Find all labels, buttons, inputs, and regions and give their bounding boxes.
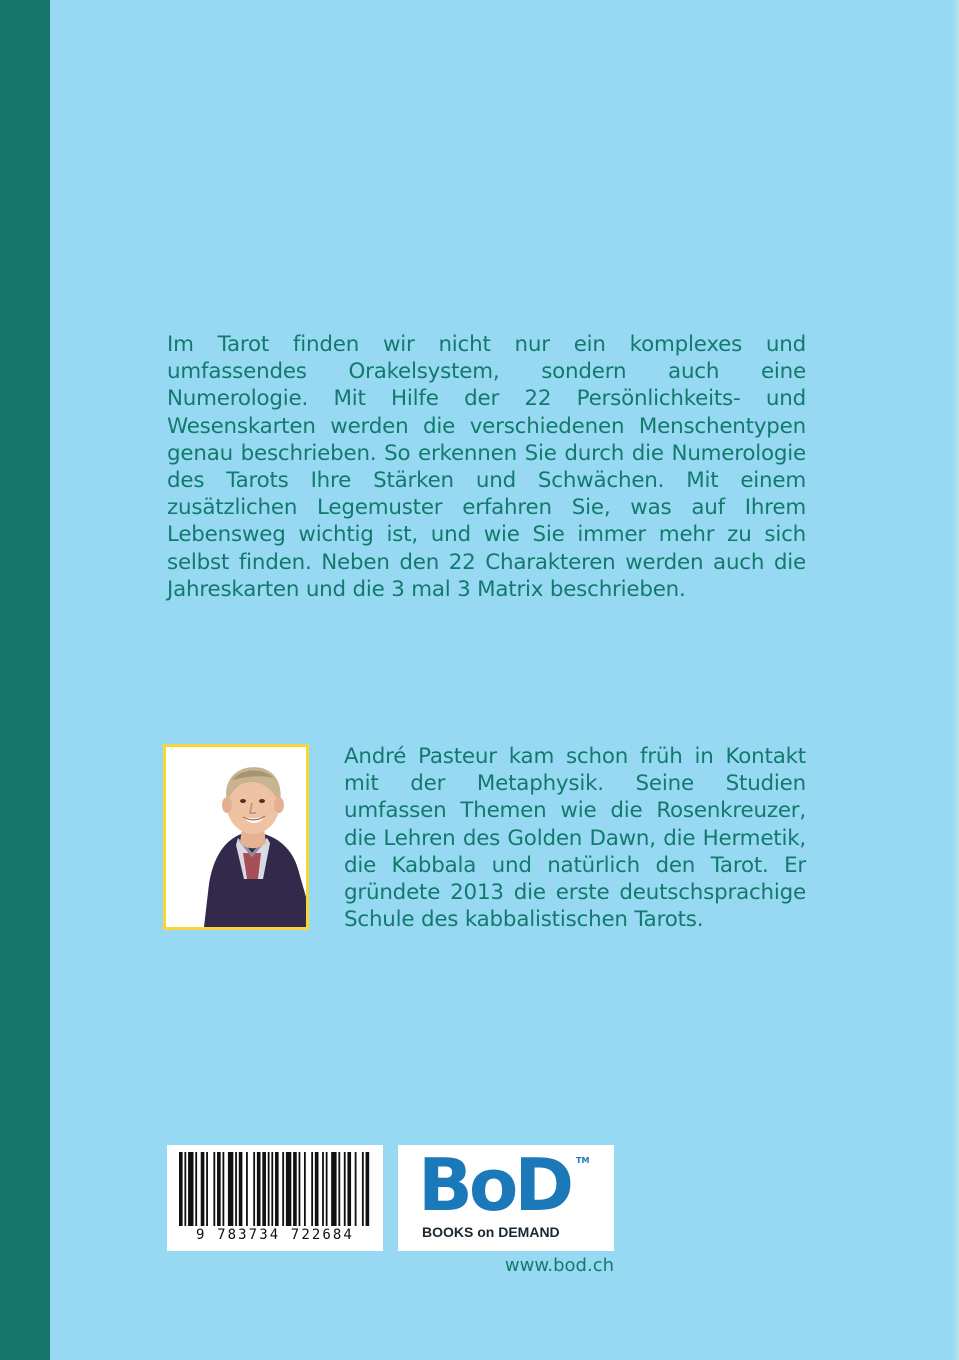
barcode-bar: [246, 1152, 248, 1226]
author-photo: [163, 744, 309, 930]
barcode-bar: [304, 1152, 306, 1226]
barcode-icon: [179, 1152, 371, 1226]
publisher-website: www.bod.ch: [504, 1255, 614, 1276]
barcode-bar: [228, 1152, 233, 1226]
barcode-bar: [315, 1152, 319, 1226]
publisher-mark: BoD: [418, 1143, 571, 1227]
portrait-icon: [166, 747, 306, 927]
barcode-bar: [362, 1152, 364, 1226]
barcode-bar: [206, 1152, 208, 1226]
isbn-barcode: [167, 1145, 383, 1251]
barcode-bar: [286, 1152, 291, 1226]
spine-stripe: [0, 0, 50, 1360]
barcode-bar: [184, 1152, 186, 1226]
barcode-bar: [366, 1152, 370, 1226]
barcode-bar: [355, 1152, 357, 1226]
barcode-bar: [338, 1152, 340, 1226]
barcode-bar: [344, 1152, 346, 1226]
publisher-logo: [398, 1145, 614, 1251]
isbn-number: 9 783734 722684: [196, 1227, 354, 1243]
publisher-name: BOOKS on DEMAND: [422, 1224, 560, 1240]
barcode-bar: [311, 1152, 313, 1226]
book-description: Im Tarot finden wir nicht nur ein komplexes und umfassendes Orakelsystem, sondern auch eine Numerologie. Mit Hilfe der 22 Persönlichkeits- und Wesenskarten werden die verschiedenen Menschentypen genau beschrieben. So erkennen Sie durch die Numerologie des Tarots Ihre Stärken und Schwächen. Mit einem zusätzlichen Legemuster erfahren Sie, was auf Ihrem Lebensweg wichtig ist, und wie Sie immer mehr zu sich selbst finden. Neben den 22 Charakteren werden auch die Jahreskarten und die 3 mal 3 Matrix beschrieben.: [167, 332, 806, 602]
barcode-bar: [257, 1152, 261, 1226]
barcode-bar: [222, 1152, 224, 1226]
barcode-bar: [322, 1152, 324, 1226]
barcode-bar: [179, 1152, 183, 1226]
barcode-bar: [239, 1152, 243, 1226]
barcode-bar: [331, 1152, 336, 1226]
barcode-bar: [282, 1152, 284, 1226]
barcode-bar: [253, 1152, 255, 1226]
barcode-bar: [262, 1152, 266, 1226]
barcode-bar: [201, 1152, 205, 1226]
cover-edge: [953, 0, 959, 1360]
barcode-bar: [299, 1152, 301, 1226]
barcode-bar: [213, 1152, 215, 1226]
barcode-bar: [326, 1152, 328, 1226]
author-bio: André Pasteur kam schon früh in Kontakt mit der Metaphysik. Seine Studien umfassen Themen wie die Rosenkreuzer, die Lehren des Golden Dawn, die Hermetik, die Kabbala und natürlich den Tarot. Er gründete 2013 die erste deutschsprachige Schule des kabbalistischen Tarots.: [344, 744, 806, 933]
barcode-bar: [347, 1152, 351, 1226]
barcode-bar: [188, 1152, 193, 1226]
barcode-bar: [293, 1152, 297, 1226]
trademark-symbol: TM: [576, 1156, 590, 1165]
barcode-bar: [235, 1152, 237, 1226]
barcode-bar: [268, 1152, 270, 1226]
barcode-bar: [271, 1152, 273, 1226]
barcode-bar: [275, 1152, 279, 1226]
barcode-bar: [217, 1152, 221, 1226]
barcode-bar: [195, 1152, 197, 1226]
